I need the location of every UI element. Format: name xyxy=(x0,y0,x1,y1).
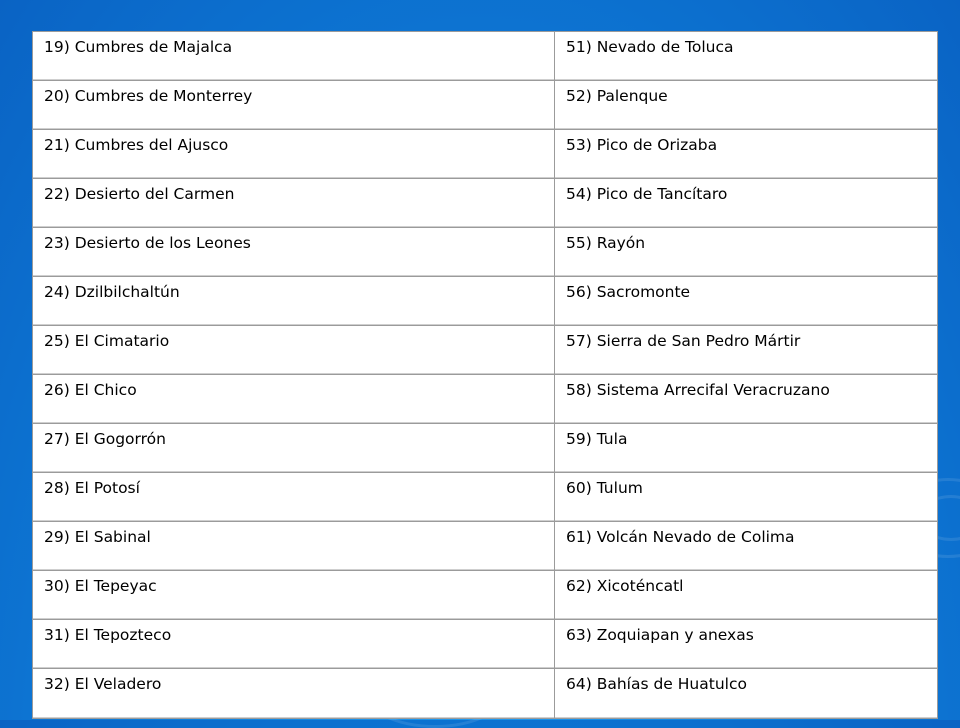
table-cell: 55) Rayón xyxy=(555,228,938,277)
table-cell: 27) El Gogorrón xyxy=(33,424,555,473)
table-cell: 59) Tula xyxy=(555,424,938,473)
table-row xyxy=(33,424,938,473)
table-row xyxy=(33,375,938,424)
table-cell: 60) Tulum xyxy=(555,473,938,522)
table-cell: 19) Cumbres de Majalca xyxy=(33,32,555,81)
table-cell: 29) El Sabinal xyxy=(33,522,555,571)
table-row xyxy=(33,620,938,669)
table-cell: 21) Cumbres del Ajusco xyxy=(33,130,555,179)
table-cell: 32) El Veladero xyxy=(33,669,555,719)
table-row xyxy=(33,81,938,130)
table-cell: 20) Cumbres de Monterrey xyxy=(33,81,555,130)
table-cell: 53) Pico de Orizaba xyxy=(555,130,938,179)
table-cell: 23) Desierto de los Leones xyxy=(33,228,555,277)
park-list-table xyxy=(32,31,938,719)
table-cell: 62) Xicoténcatl xyxy=(555,571,938,620)
table-cell: 54) Pico de Tancítaro xyxy=(555,179,938,228)
table-cell: 57) Sierra de San Pedro Mártir xyxy=(555,326,938,375)
table-cell: 64) Bahías de Huatulco xyxy=(555,669,938,719)
table-row xyxy=(33,473,938,522)
table-cell: 25) El Cimatario xyxy=(33,326,555,375)
table-row xyxy=(33,130,938,179)
table-cell: 24) Dzilbilchaltún xyxy=(33,277,555,326)
table-cell: 63) Zoquiapan y anexas xyxy=(555,620,938,669)
table-cell: 51) Nevado de Toluca xyxy=(555,32,938,81)
table-cell: 26) El Chico xyxy=(33,375,555,424)
table-row xyxy=(33,571,938,620)
table-row xyxy=(33,522,938,571)
table-row xyxy=(33,669,938,719)
table-cell: 31) El Tepozteco xyxy=(33,620,555,669)
table-row xyxy=(33,277,938,326)
table-cell: 52) Palenque xyxy=(555,81,938,130)
table-cell: 58) Sistema Arrecifal Veracruzano xyxy=(555,375,938,424)
table-row xyxy=(33,32,938,81)
table-cell: 56) Sacromonte xyxy=(555,277,938,326)
table-cell: 28) El Potosí xyxy=(33,473,555,522)
table-row xyxy=(33,228,938,277)
table-cell: 22) Desierto del Carmen xyxy=(33,179,555,228)
table-cell: 61) Volcán Nevado de Colima xyxy=(555,522,938,571)
table-cell: 30) El Tepeyac xyxy=(33,571,555,620)
table-row xyxy=(33,326,938,375)
table-row xyxy=(33,179,938,228)
